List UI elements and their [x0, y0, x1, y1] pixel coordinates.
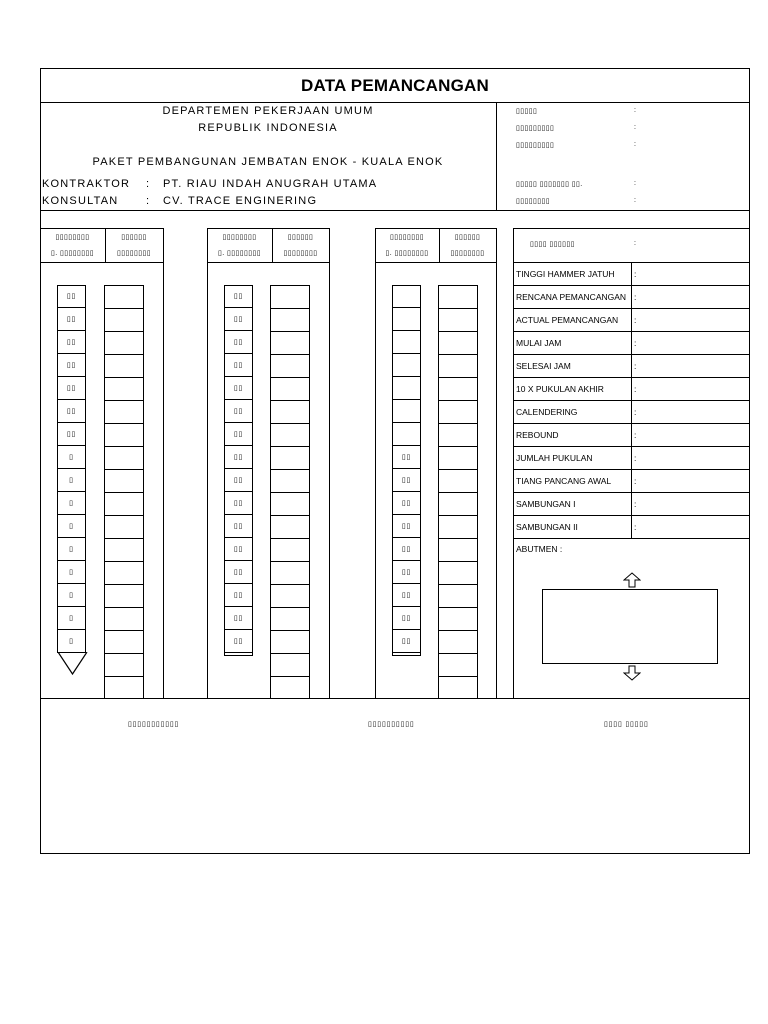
pile-value-row-line	[104, 423, 144, 424]
right-panel-row-label: TIANG PANCANG AWAL	[516, 476, 612, 486]
pile-value-row-line	[104, 676, 144, 677]
pile-header-top-right: ▯▯▯▯▯▯	[121, 234, 147, 241]
contractor-colon: :	[146, 178, 151, 190]
pile-segment	[392, 285, 421, 308]
pile-value-row-line	[270, 423, 310, 424]
pile-value-row-line	[438, 354, 478, 355]
pile-header-bottom-left: ▯. ▯▯▯▯▯▯▯▯	[218, 250, 261, 257]
pile-segment: ▯	[57, 538, 86, 561]
right-panel-row-label: SELESAI JAM	[516, 361, 571, 371]
right-panel-column-divider	[631, 262, 632, 538]
pile-value-row-line	[270, 331, 310, 332]
pile-group-left-border	[207, 228, 208, 698]
pile-segment	[392, 308, 421, 331]
pile-segment: ▯▯	[57, 400, 86, 423]
right-panel-row-colon: :	[634, 453, 637, 463]
header-field-2-label: ▯▯▯▯▯▯▯▯▯	[516, 125, 555, 132]
pile-segment: ▯▯	[57, 377, 86, 400]
right-panel-row-colon: :	[634, 384, 637, 394]
right-panel-row-colon: :	[634, 292, 637, 302]
pile-segment: ▯▯	[224, 423, 253, 446]
pile-segment: ▯▯	[224, 331, 253, 354]
right-panel-row-label: TINGGI HAMMER JATUH	[516, 269, 615, 279]
pile-segment	[392, 354, 421, 377]
pile-value-row-line	[104, 630, 144, 631]
pile-segment	[392, 423, 421, 446]
right-panel-row-label: 10 X PUKULAN AKHIR	[516, 384, 604, 394]
consultant-label: KONSULTAN	[42, 195, 119, 207]
pile-value-row-line	[270, 308, 310, 309]
pile-value-row-line	[104, 607, 144, 608]
pile-value-row-line	[104, 538, 144, 539]
pile-header-bottom-right: ▯▯▯▯▯▯▯▯	[450, 250, 485, 257]
right-panel-row-colon: :	[634, 407, 637, 417]
pile-group-top-border	[207, 228, 329, 229]
pile-value-row-line	[438, 446, 478, 447]
pile-segment: ▯	[57, 584, 86, 607]
pile-value-row-line	[270, 515, 310, 516]
pile-segment: ▯▯	[392, 446, 421, 469]
pile-value-row-line	[438, 308, 478, 309]
header-field-1-colon: :	[634, 107, 637, 114]
pile-segment: ▯▯	[224, 607, 253, 630]
pile-segment: ▯▯	[224, 538, 253, 561]
pile-group-header-divider	[40, 262, 163, 263]
pile-value-row-line	[438, 400, 478, 401]
right-panel-row-label: RENCANA PEMANCANGAN	[516, 292, 627, 302]
pile-segment: ▯▯	[57, 331, 86, 354]
arrow-up-icon	[623, 572, 641, 588]
header-field-4-colon: :	[634, 180, 637, 187]
right-panel-row-label: MULAI JAM	[516, 338, 562, 348]
project-text: PAKET PEMBANGUNAN JEMBATAN ENOK - KUALA ENOK	[92, 156, 444, 168]
pile-value-row-line	[104, 492, 144, 493]
pile-segment: ▯▯	[57, 285, 86, 308]
pile-value-row-line	[104, 377, 144, 378]
pile-header-top-left: ▯▯▯▯▯▯▯▯	[222, 234, 257, 241]
header-field-2-colon: :	[634, 124, 637, 131]
pile-value-row-line	[104, 584, 144, 585]
pile-segment: ▯	[57, 561, 86, 584]
pile-segment: ▯▯	[224, 584, 253, 607]
abutment-box	[542, 589, 718, 664]
right-panel-row-line	[513, 538, 750, 539]
right-panel-top-label: ▯▯▯▯ ▯▯▯▯▯▯	[530, 241, 575, 248]
header-field-5-colon: :	[634, 197, 637, 204]
pile-value-row-line	[270, 377, 310, 378]
pile-header-top-left: ▯▯▯▯▯▯▯▯	[55, 234, 90, 241]
pile-value-row-line	[270, 584, 310, 585]
pile-value-row-line	[270, 400, 310, 401]
pile-header-bottom-left: ▯. ▯▯▯▯▯▯▯▯	[51, 250, 94, 257]
pile-value-row-line	[270, 561, 310, 562]
pile-group-header-divider	[207, 262, 329, 263]
pile-value-row-line	[438, 630, 478, 631]
pile-value-row-line	[270, 676, 310, 677]
pile-header-top-right: ▯▯▯▯▯▯	[454, 234, 481, 241]
right-panel-row-label: REBOUND	[516, 430, 559, 440]
right-panel-row-colon: :	[634, 338, 637, 348]
pile-value-row-line	[270, 354, 310, 355]
pile-group-top-border	[375, 228, 496, 229]
contractor-label: KONTRAKTOR	[42, 178, 131, 190]
pile-group-right-border	[163, 228, 164, 698]
pile-segment: ▯▯	[224, 377, 253, 400]
pile-value-row-line	[438, 561, 478, 562]
consultant-value: CV. TRACE ENGINERING	[163, 195, 318, 207]
pile-segment: ▯▯	[224, 446, 253, 469]
pile-header-bottom-right: ▯▯▯▯▯▯▯▯	[283, 250, 318, 257]
pile-value-row-line	[438, 469, 478, 470]
pile-value-row-line	[104, 400, 144, 401]
pile-value-row-line	[104, 515, 144, 516]
signature-left: ▯▯▯▯▯▯▯▯▯▯▯	[128, 721, 180, 728]
pile-value-row-line	[438, 331, 478, 332]
pile-header-top-left: ▯▯▯▯▯▯▯▯	[389, 234, 425, 241]
pile-value-row-line	[438, 538, 478, 539]
header-field-4-label: ▯▯▯▯▯ ▯▯▯▯▯▯▯ ▯▯.	[516, 181, 583, 188]
pile-segment: ▯▯	[392, 538, 421, 561]
pile-value-row-line	[270, 538, 310, 539]
pile-value-row-line	[104, 469, 144, 470]
pile-segment	[392, 331, 421, 354]
page-title: DATA PEMANCANGAN	[301, 76, 489, 95]
signature-center: ▯▯▯▯▯▯▯▯▯▯	[368, 721, 415, 728]
pile-segment: ▯▯	[392, 469, 421, 492]
right-panel-row-label: ACTUAL PEMANCANGAN	[516, 315, 619, 325]
signature-right: ▯▯▯▯ ▯▯▯▯▯	[604, 721, 649, 728]
header-field-3-label: ▯▯▯▯▯▯▯▯▯	[516, 142, 555, 149]
pile-group-right-border	[329, 228, 330, 698]
pile-segment: ▯	[57, 469, 86, 492]
republic-text: REPUBLIK INDONESIA	[198, 122, 338, 134]
pile-value-row-line	[438, 676, 478, 677]
pile-segment: ▯▯	[224, 400, 253, 423]
pile-segment: ▯▯	[224, 630, 253, 653]
pile-value-row-line	[438, 607, 478, 608]
right-panel-top-colon: :	[634, 240, 637, 247]
pile-segment: ▯▯	[392, 607, 421, 630]
pile-segment: ▯▯	[224, 492, 253, 515]
contractor-value: PT. RIAU INDAH ANUGRAH UTAMA	[163, 178, 378, 190]
pile-segment: ▯	[57, 446, 86, 469]
pile-group-header-divider	[375, 262, 496, 263]
header-bottom-divider	[40, 210, 750, 211]
pile-segment: ▯	[69, 638, 74, 645]
pile-segment: ▯▯	[392, 561, 421, 584]
pile-segment: ▯	[57, 492, 86, 515]
pile-segment: ▯▯	[57, 308, 86, 331]
pile-segment: ▯▯	[57, 423, 86, 446]
pile-value-row-line	[104, 446, 144, 447]
pile-segment: ▯▯	[224, 308, 253, 331]
pile-segment: ▯▯	[392, 515, 421, 538]
pile-segment	[392, 400, 421, 423]
pile-value-row-line	[270, 492, 310, 493]
pile-header-bottom-left: ▯. ▯▯▯▯▯▯▯▯	[385, 250, 429, 257]
right-panel-row-label: JUMLAH PUKULAN	[516, 453, 593, 463]
pile-value-row-line	[438, 515, 478, 516]
pile-segment: ▯▯	[392, 492, 421, 515]
abutment-label: ABUTMEN :	[516, 544, 563, 554]
right-panel-row-colon: :	[634, 430, 637, 440]
pile-value-row-line	[438, 584, 478, 585]
right-panel-row-colon: :	[634, 361, 637, 371]
pile-value-row-line	[270, 446, 310, 447]
pile-value-row-line	[438, 377, 478, 378]
pile-value-row-line	[438, 423, 478, 424]
title-divider	[40, 102, 750, 103]
right-panel-row-colon: :	[634, 499, 637, 509]
pile-segment: ▯▯	[224, 285, 253, 308]
pile-header-bottom-right: ▯▯▯▯▯▯▯▯	[116, 250, 152, 257]
pile-header-top-right: ▯▯▯▯▯▯	[287, 234, 314, 241]
right-panel-row-label: SAMBUNGAN I	[516, 499, 576, 509]
pile-segment: ▯▯	[392, 584, 421, 607]
department-text: DEPARTEMEN PEKERJAAN UMUM	[162, 105, 374, 117]
pile-value-row-line	[270, 469, 310, 470]
pile-value-row-line	[104, 354, 144, 355]
pile-value-row-line	[438, 653, 478, 654]
header-field-3-colon: :	[634, 141, 637, 148]
right-panel-row-colon: :	[634, 522, 637, 532]
pile-value-row-line	[104, 653, 144, 654]
pile-segment: ▯▯	[224, 515, 253, 538]
header-vertical-divider	[496, 102, 497, 210]
pile-segment: ▯▯	[392, 630, 421, 653]
pile-segment: ▯	[57, 515, 86, 538]
header-field-5-label: ▯▯▯▯▯▯▯▯	[516, 198, 551, 205]
right-panel-row-colon: :	[634, 269, 637, 279]
right-panel-row-colon: :	[634, 476, 637, 486]
pile-segment: ▯▯	[224, 354, 253, 377]
pile-segment: ▯▯	[224, 469, 253, 492]
right-panel-row-label: SAMBUNGAN II	[516, 522, 578, 532]
pile-value-row-line	[270, 630, 310, 631]
pile-value-row-line	[438, 492, 478, 493]
pile-value-row-line	[270, 607, 310, 608]
pile-segment: ▯▯	[57, 354, 86, 377]
pile-segment: ▯▯	[224, 561, 253, 584]
consultant-colon: :	[146, 195, 151, 207]
pile-value-row-line	[104, 561, 144, 562]
main-bottom-divider	[40, 698, 750, 699]
header-field-1-label: ▯▯▯▯▯	[516, 108, 538, 115]
right-panel-left-border	[496, 228, 497, 698]
pile-segment: ▯	[57, 607, 86, 630]
pile-segment	[392, 377, 421, 400]
pile-value-row-line	[104, 331, 144, 332]
right-panel-row-label: CALENDERING	[516, 407, 578, 417]
pile-value-row-line	[104, 308, 144, 309]
arrow-down-icon	[623, 665, 641, 681]
pile-group-left-border	[375, 228, 376, 698]
pile-tip-icon	[57, 652, 88, 676]
pile-group-top-border	[40, 228, 163, 229]
pile-value-row-line	[270, 653, 310, 654]
right-panel-row-colon: :	[634, 315, 637, 325]
